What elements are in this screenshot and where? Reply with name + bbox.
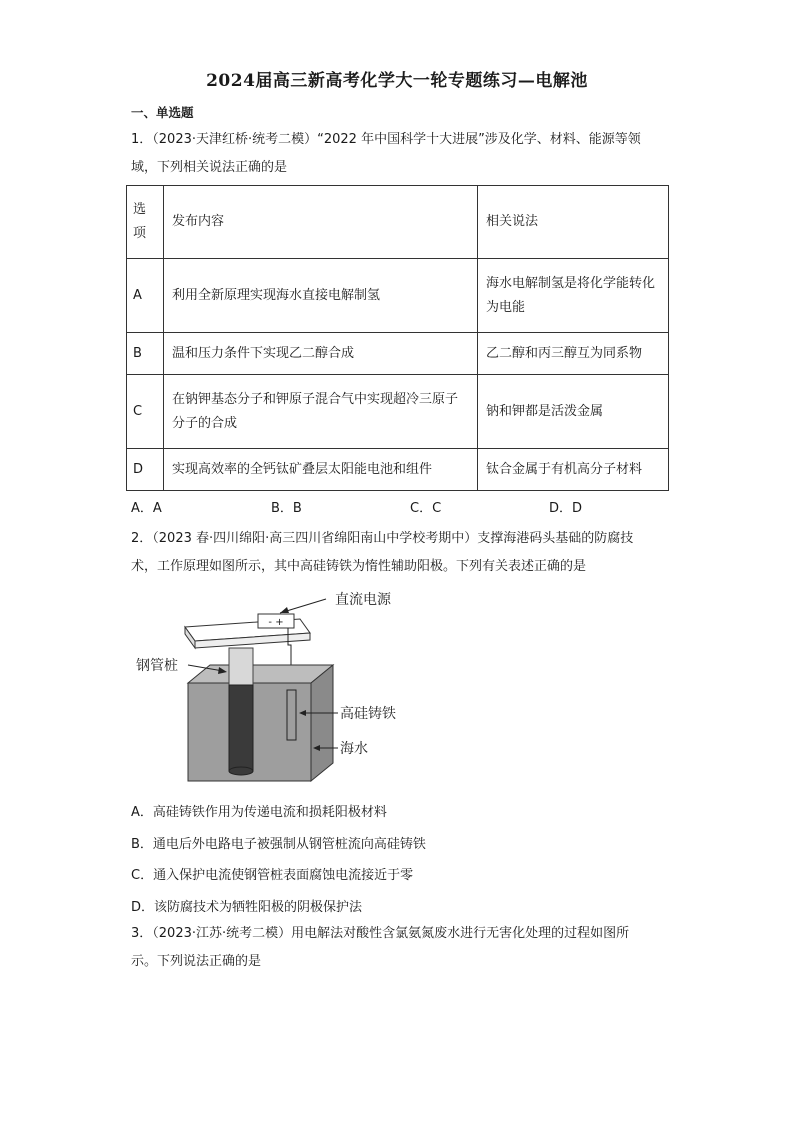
question-2-options	[131, 797, 426, 923]
table-cell: 海水电解制氢是将化学能转化为电能	[478, 259, 669, 333]
power-polarity-symbol: - +	[268, 617, 284, 628]
question-2-stem	[131, 525, 671, 581]
question-2-line-2: 术，工作原理如图所示，其中高硅铸铁为惰性辅助阳极。下列有关表述正确的是	[131, 559, 587, 574]
table-header-cell: 发布内容	[164, 186, 478, 259]
table-cell: 实现高效率的全钙钛矿叠层太阳能电池和组件	[164, 449, 478, 491]
pile-label: 钢管桩	[136, 658, 178, 674]
tank-top	[188, 665, 333, 683]
steel-pile	[229, 685, 253, 771]
table-cell: 利用全新原理实现海水直接电解制氢	[164, 259, 478, 333]
question-3-line-2: 示。下列说法正确的是	[131, 954, 262, 969]
question-3-stem	[131, 920, 671, 976]
choice-c[interactable]: C．C	[410, 501, 442, 516]
choice-a[interactable]: A．A	[131, 501, 162, 516]
table-header-cell: 相关说法	[478, 186, 669, 259]
question-1-choices	[131, 497, 691, 517]
section-heading: 一、单选题	[131, 105, 194, 120]
option-b[interactable]: B．通电后外电路电子被强制从钢管桩流向高硅铸铁	[131, 836, 426, 852]
question-1-line-2: 域，下列相关说法正确的是	[131, 160, 288, 175]
table-cell: 钠和钾都是活泼金属	[478, 375, 669, 449]
anode-label: 高硅铸铁	[340, 706, 396, 722]
option-c[interactable]: C．通入保护电流使钢管桩表面腐蚀电流接近于零	[131, 868, 414, 883]
table-header-cell: 选项	[127, 186, 164, 259]
question-1-table	[126, 185, 669, 491]
table-cell: 在钠钾基态分子和钾原子混合气中实现超冷三原子分子的合成	[164, 375, 478, 449]
question-3-line-1: 3．（2023·江苏·统考二模）用电解法对酸性含氯氨氮废水进行无害化处理的过程如图所	[131, 926, 630, 941]
electrolysis-diagram	[130, 585, 430, 785]
table-row	[127, 375, 669, 449]
table-row	[127, 449, 669, 491]
choice-d[interactable]: D．D	[549, 501, 583, 516]
table-cell: D	[127, 449, 164, 491]
tank-side	[311, 665, 333, 781]
question-2-line-1: 2．（2023 春·四川绵阳·高三四川省绵阳南山中学校考期中）支撑海港码头基础的防腐技	[131, 531, 634, 546]
table-cell: C	[127, 375, 164, 449]
question-1-line-1: 1．（2023·天津红桥·统考二模）“2022 年中国科学十大进展”涉及化学、材料、能源等领	[131, 132, 641, 147]
table-row	[127, 333, 669, 375]
table-cell: B	[127, 333, 164, 375]
table-cell: 温和压力条件下实现乙二醇合成	[164, 333, 478, 375]
option-a[interactable]: A．高硅铸铁作用为传递电流和损耗阳极材料	[131, 805, 387, 820]
anode-rod	[287, 690, 296, 740]
table-cell: A	[127, 259, 164, 333]
page-title: 2024届高三新高考化学大一轮专题练习—电解池	[206, 71, 588, 91]
table-row	[127, 259, 669, 333]
option-d[interactable]: D．该防腐技术为牺牲阳极的阴极保护法	[131, 899, 363, 915]
table-cell: 乙二醇和丙三醇互为同系物	[478, 333, 669, 375]
table-cell: 钛合金属于有机高分子材料	[478, 449, 669, 491]
question-1-stem	[131, 126, 671, 182]
power-label: 直流电源	[335, 592, 391, 608]
choice-b[interactable]: B．B	[271, 501, 302, 516]
table-header-row	[127, 186, 669, 259]
water-label: 海水	[340, 741, 368, 757]
steel-pile-upper	[229, 648, 253, 688]
